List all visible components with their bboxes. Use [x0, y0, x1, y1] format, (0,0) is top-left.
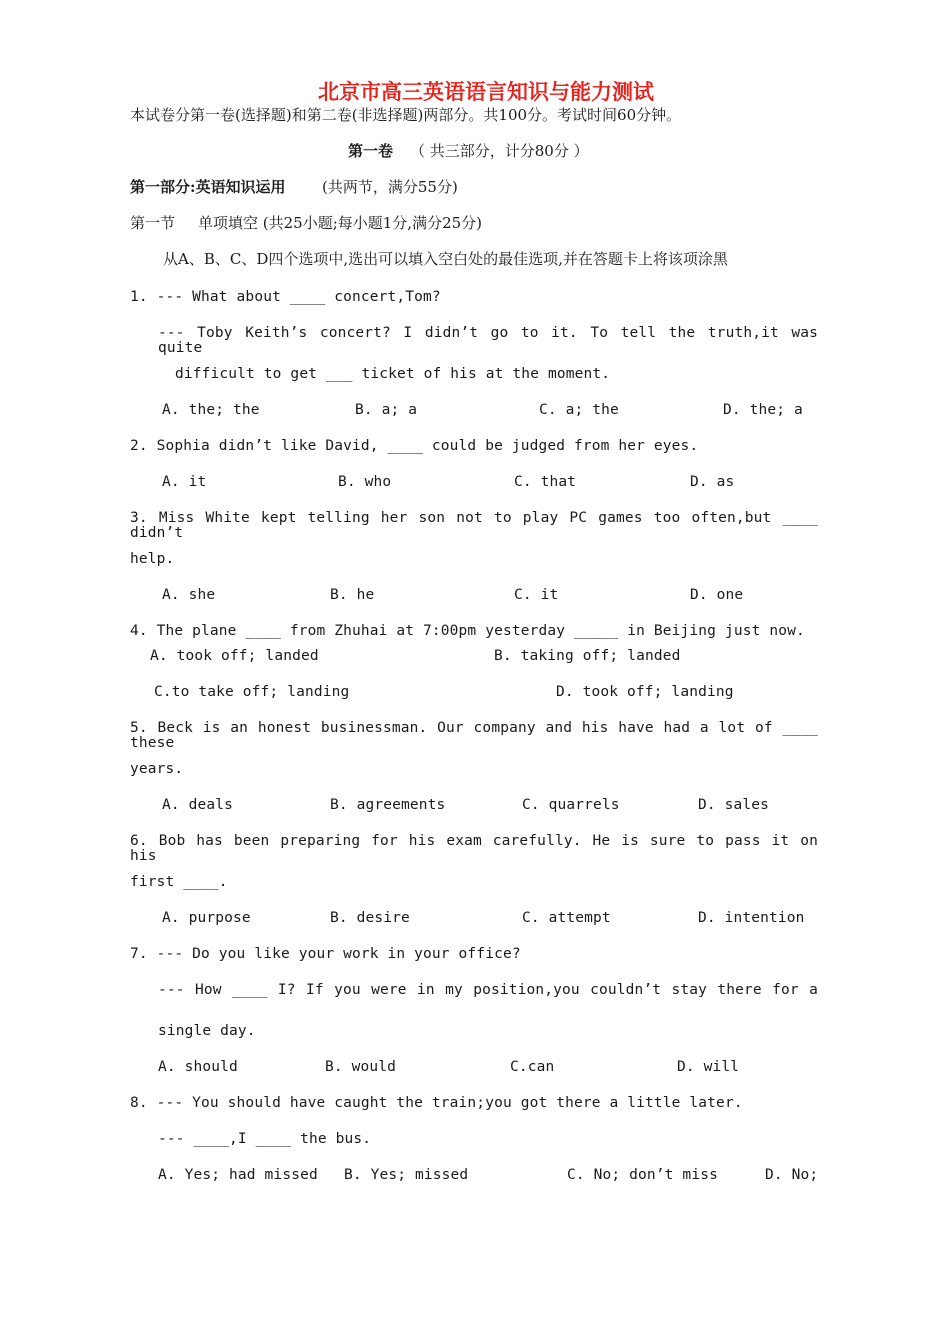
question-2-option-d[interactable]: D. as: [690, 474, 735, 490]
question-3-option-c[interactable]: C. it: [514, 587, 559, 603]
question-4-stem: 4. The plane ____ from Zhuhai at 7:00pm yesterday _____ in Beijing just now.: [130, 623, 805, 639]
question-8-option-b[interactable]: B. Yes; missed: [344, 1167, 469, 1183]
question-5-option-b[interactable]: B. agreements: [330, 797, 446, 813]
question-7-reply-cont: single day.: [158, 1023, 256, 1039]
question-1-option-a[interactable]: A. the; the: [162, 402, 260, 418]
question-7-reply: --- How ____ I? If you were in my position,you couldn’t stay there for a: [158, 982, 818, 998]
question-4-option-b[interactable]: B. taking off; landed: [494, 648, 681, 664]
question-1-option-b[interactable]: B. a; a: [355, 402, 418, 418]
question-3-option-d[interactable]: D. one: [690, 587, 744, 603]
question-8-stem: 8. --- You should have caught the train;you got there a little later.: [130, 1095, 743, 1111]
part-note: (共两节，满分55分): [322, 178, 458, 196]
question-1-reply-cont: difficult to get ___ ticket of his at the moment.: [175, 366, 611, 382]
question-5-option-a[interactable]: A. deals: [162, 797, 234, 813]
question-4-option-a[interactable]: A. took off; landed: [150, 648, 319, 664]
question-5-option-d[interactable]: D. sales: [698, 797, 770, 813]
question-3-stem: 3. Miss White kept telling her son not to play PC games too often,but ____ didn’t: [130, 510, 818, 541]
volume-title: 第一卷: [348, 142, 394, 160]
question-1-reply: --- Toby Keith’s concert? I didn’t go to it. To tell the truth,it was quite: [158, 325, 818, 356]
section-note: 单项填空 (共25小题;每小题1分,满分25分): [198, 214, 483, 232]
question-8-reply: --- ____,I ____ the bus.: [158, 1131, 372, 1147]
question-1-option-d[interactable]: D. the; a: [723, 402, 803, 418]
question-5-stem-cont: years.: [130, 761, 184, 777]
page-title: 北京市高三英语语言知识与能力测试: [318, 80, 654, 104]
volume-note: （ 共三部分，计分80分 ）: [410, 142, 589, 160]
question-7-option-a[interactable]: A. should: [158, 1059, 238, 1075]
question-2-option-b[interactable]: B. who: [338, 474, 392, 490]
question-4-option-d[interactable]: D. took off; landing: [556, 684, 734, 700]
question-6-option-a[interactable]: A. purpose: [162, 910, 251, 926]
question-4-option-c[interactable]: C.to take off; landing: [154, 684, 350, 700]
exam-intro: 本试卷分第一卷(选择题)和第二卷(非选择题)两部分。共100分。考试时间60分钟。: [130, 106, 682, 124]
question-5-stem: 5. Beck is an honest businessman. Our company and his have had a lot of ____ these: [130, 720, 818, 751]
question-1-option-c[interactable]: C. a; the: [539, 402, 619, 418]
part-title: 第一部分:英语知识运用: [130, 178, 286, 196]
question-6-option-d[interactable]: D. intention: [698, 910, 805, 926]
question-1-stem: 1. --- What about ____ concert,Tom?: [130, 289, 441, 305]
question-2-stem: 2. Sophia didn’t like David, ____ could be judged from her eyes.: [130, 438, 699, 454]
section-instruction: 从A、B、C、D四个选项中,选出可以填入空白处的最佳选项,并在答题卡上将该项涂黑: [163, 250, 728, 268]
question-6-stem: 6. Bob has been preparing for his exam carefully. He is sure to pass it on his: [130, 833, 818, 864]
question-8-option-d[interactable]: D. No;: [765, 1167, 819, 1183]
question-7-option-d[interactable]: D. will: [677, 1059, 740, 1075]
question-6-option-b[interactable]: B. desire: [330, 910, 410, 926]
question-8-option-c[interactable]: C. No; don’t miss: [567, 1167, 718, 1183]
question-5-option-c[interactable]: C. quarrels: [522, 797, 620, 813]
section-title: 第一节: [130, 214, 176, 232]
question-6-option-c[interactable]: C. attempt: [522, 910, 611, 926]
question-2-option-a[interactable]: A. it: [162, 474, 207, 490]
question-3-option-b[interactable]: B. he: [330, 587, 375, 603]
question-3-stem-cont: help.: [130, 551, 175, 567]
question-2-option-c[interactable]: C. that: [514, 474, 577, 490]
question-7-option-c[interactable]: C.can: [510, 1059, 555, 1075]
question-7-option-b[interactable]: B. would: [325, 1059, 397, 1075]
question-7-stem: 7. --- Do you like your work in your office?: [130, 946, 521, 962]
question-8-option-a[interactable]: A. Yes; had missed: [158, 1167, 318, 1183]
question-6-stem-cont: first ____.: [130, 874, 228, 890]
question-3-option-a[interactable]: A. she: [162, 587, 216, 603]
